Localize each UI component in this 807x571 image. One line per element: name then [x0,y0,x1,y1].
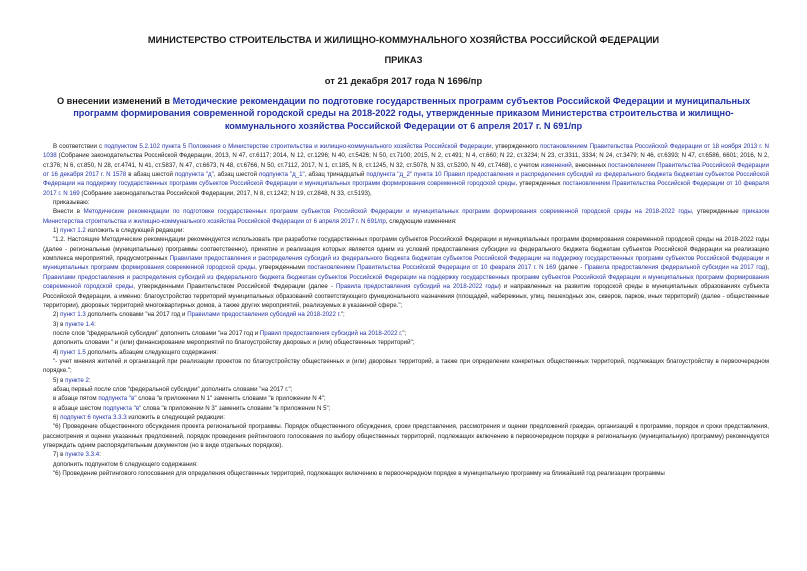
subparagraph-link[interactable]: подпункта "д_1" [259,171,305,179]
clause-link[interactable]: пункте 1.4 [65,320,95,328]
rules-link[interactable]: Правил предоставления субсидий на 2018-2022 г. [259,329,403,337]
clause-1-2-text [43,235,769,310]
text-run: , утвержденными [255,264,308,272]
document-body [43,142,769,478]
clause-link[interactable]: пункт 1.5 [60,348,86,356]
text-run: 3) в [53,320,66,328]
text-run: "1.2. Настоящие Методические рекомендации рекомендуется использовать при разработке государственных программ субъектов Российской Федерации и муниципальных программ формирования современной городской среды на 2018-2022 годы (далее - региональные (муниципальные) программы соответственно), принятие и реализация которых является одним из условий предоставления субсидии из федерального бюджета бюджетам субъектов Российской Федерации на реализацию комплекса мероприятий, предусмотренных [43,236,769,263]
text-run: В соответствии с [53,143,105,150]
amendment-item-3-line [43,329,769,338]
amendment-item-3 [43,320,769,329]
clause-link[interactable]: пункт 1.2 [60,227,86,235]
text-run: : [99,451,101,459]
document-title [40,95,767,132]
document-title-prefix: О внесении изменений в [56,96,173,106]
rules-link[interactable]: Правилами предоставления и распределения субсидий из федерального бюджета бюджетам субъектов Российской Федерации на поддержку государственных программ субъектов Российской Федерации и муниципальных программ формирования современной городской среды [43,255,769,272]
clause-link[interactable]: пункте 3.3.4 [65,451,100,459]
amendment-item-2 [43,310,769,319]
text-run: 2) [53,311,61,319]
text-run: изложить в следующей редакции: [126,413,225,421]
text-run: Внести в [53,208,84,216]
text-run: , абзац шестой [213,171,260,179]
amendment-item-4-text: "- учет мнения жителей и организаций при реализации проектов по благоустройству общественных и (или) дворовых территорий, а также при определении конкретных общественных территорий, подлежащих благоустройству в первоочередном порядке."; [43,357,769,375]
amendment-item-6-text: "6) Проведение общественного обсуждения проекта региональной программы. Порядок общественного обсуждения, сроки представления, рассмотрения и оценки предложений граждан, организаций к программе, порядок и сроки представления, рассмотрения и оценки указанных предложений, порядок проведения рейтингового голосования по выбору общественных территорий, подлежащих включению в первоочередном порядке в региональную (муниципальную) программу) рекомендуется утверждать одним распорядительным документом (но в виде отдельных порядков). [43,423,769,449]
text-run: 7) в [53,451,66,459]
text-run: (Собрание законодательства Российской Федерации, 2013, N 47, ст.6117; 2014, N 12, ст.1296; N 40, ст.5426; N 50, ст.7100; 2015, N 2, ст.491; N 4, ст.660; N 22, ст.3234; N 23, ст.3311, 3334; N 24, ст.3479; N 46, ст.6393; N 47, ст.6586, 6601; 2016, N 2, ст.376; N 6, ст.850, N 28, ст.4741, N 41, ст.5837, N 47, ст.6673, N 48, ст.6766, N 50, ст.7112, 2017, N 1, ст.185, N 8, ст.1245, N 32, ст.5078, N 33, ст.5200, N 49, ст.7468), с учетом [43,152,769,169]
text-run: , утвержденными Правительством Российской Федерации (далее - [133,283,336,291]
text-run: ) и направленных на развитие городской среды в муниципальных образованиях субъекта Российской Федерации, а именно: благоустройство территорий муниципальных образований соответствующего функционального назначения (площадей, набережных, улиц, пешеходных зон, скверов, парков, иных территорий) (далее - общественные территории), дворовых территорий многоквартирных домов, а также других мероприятий, реализуемых в указанной сфере."; [43,283,769,309]
preamble-paragraph [43,142,769,198]
text-run: (Собрание законодательства Российской Федерации, 2017, N 8, ст.1242; N 19, ст.2848, N 33, ст.5193), [79,189,372,197]
text-run: слова "в приложении N 1" заменить словами "в приложении N 4"; [136,395,326,403]
subparagraph-link[interactable]: подпункта "д" [174,171,214,179]
text-run: ), [765,264,769,272]
order-verb-paragraph: приказываю: [53,199,90,207]
clause-link[interactable]: подпункт 6 пункта 3.3.3 [60,413,127,421]
amendment-intro-paragraph [43,207,769,226]
subparagraph-link[interactable]: подпункта "в" [103,404,142,412]
rules-link[interactable]: Правила предоставления субсидий на 2018-2022 годы [335,283,499,291]
text-run: изложить в следующей редакции: [85,227,185,235]
text-run: (далее - [556,264,585,272]
text-run: 5) в [53,376,66,384]
text-run: 4) [53,348,61,356]
resolution-link[interactable]: постановлением Правительства Российской Федерации от 16 декабря 2017 г. N 1578 [43,161,769,179]
amendment-item-6 [43,413,769,422]
document-date-heading: от 21 декабря 2017 года N 1696/пр [324,76,483,86]
amendment-item-7 [43,450,769,459]
text-run: , утвержденного [491,143,541,150]
resolution-link[interactable]: постановлением Правительства Российской Федерации от 18 ноября 2013 г. N 1038 [43,143,769,160]
resolution-link[interactable]: постановлением Правительства Российской Федерации от 10 февраля 2017 г. N 169 [43,180,769,197]
text-run: слова "в приложении N 3" заменить словами "в приложении N 5"; [141,404,331,412]
changes-link[interactable]: изменений [540,161,572,169]
text-run: : [88,376,91,384]
text-run: , утвержденных [515,180,563,188]
text-run: 6) [53,413,61,421]
rules-link[interactable]: Правилами предоставления и распределения субсидий из федерального бюджета бюджетам субъектов Российской Федерации на поддержку государственных программ субъектов Российской Федерации и муниципальных программ формирования современной городской среды [43,273,769,291]
text-run: в абзаце шестом [53,404,104,412]
text-run: , утвержденные [691,208,743,216]
text-run: , следующие изменения: [385,217,457,225]
text-run: : [94,320,96,328]
guidelines-link[interactable]: Методические рекомендации по подготовке государственных программ субъектов Российской Федерации и муниципальных программ формирования современной городской среды на 2018-2022 годы [83,208,692,216]
rules-link[interactable]: Правилами предоставления субсидий на 2018-2022 г. [187,311,341,319]
document-title-link[interactable]: Методические рекомендации по подготовке государственных программ субъектов Российской Федерации и муниципальных программ формирования современной городской среды на 2018-2022 годы, утвержденные приказом Министерства строительства и жилищно-коммунального хозяйства Российской Федерации от 6 апреля 2017 г. N 691/пр [73,96,751,131]
text-run: , абзац тринадцатый [304,171,367,179]
amendment-item-5-line [43,404,769,413]
resolution-link[interactable]: постановлением Правительства Российской Федерации от 10 февраля 2017 г. N 169 [307,264,557,272]
text-run: в абзаце пятом [53,395,99,403]
amendment-item-7-text: "6) Проведение рейтингового голосования для определения общественных территорий, подлежащих включению в первоочередном порядке в муниципальную программу на ближайший год реализации программы [53,470,665,478]
amendment-item-4 [43,348,769,357]
text-run: дополнить словами "на 2017 год и [85,311,188,319]
rules-link[interactable]: подпункта "д_2" пункта 10 Правил предоставления и распределения субсидий из федерального бюджета бюджетам субъектов Российской Федерации на поддержку государственных программ субъектов Российской Федерации и муниципальных программ формирования современной городской среды [43,171,769,188]
text-run: дополнить абзацем следующего содержания: [85,348,219,356]
text-run: "; [402,329,407,337]
regulation-link[interactable]: подпунктом 5.2.102 пункта 5 Положения о Министерстве строительства и жилищно-коммунального хозяйства Российской Федерации [104,143,492,150]
order-link[interactable]: приказом Министерства строительства и жилищно-коммунального хозяйства Российской Федерации от 6 апреля 2017 г. N 691/пр [43,208,769,225]
amendment-item-5-line [43,394,769,403]
amendment-item-5-line: абзац первый после слов "федеральной субсидии" дополнить словами "на 2017 г."; [53,385,293,393]
text-run: 1) [53,227,61,235]
document-type-heading: ПРИКАЗ [384,55,423,65]
clause-link[interactable]: пункте 2 [65,376,89,384]
text-run: , внесенных [571,161,608,169]
ministry-heading: МИНИСТЕРСТВО СТРОИТЕЛЬСТВА И ЖИЛИЩНО-КОММУНАЛЬНОГО ХОЗЯЙСТВА РОССИЙСКОЙ ФЕДЕРАЦИИ [147,35,660,45]
amendment-item-3-line: дополнить словами " и (или) финансирование мероприятий по благоустройству дворовых и (или) общественных территорий"; [53,339,415,347]
text-run: в абзац шестой [126,171,175,179]
amendment-item-1 [43,226,769,235]
amendment-item-7-line: дополнить подпунктом 6 следующего содержания: [53,460,198,468]
clause-link[interactable]: пункт 1.3 [60,311,86,319]
text-run: "; [340,311,345,319]
text-run: после слов "федеральной субсидии" дополнить словами "на 2017 год и [53,329,260,337]
subparagraph-link[interactable]: подпункта "в" [98,395,137,403]
amendment-item-5 [43,376,769,385]
rules-link[interactable]: Правила предоставления федеральной субсидии на 2017 год [584,264,766,272]
